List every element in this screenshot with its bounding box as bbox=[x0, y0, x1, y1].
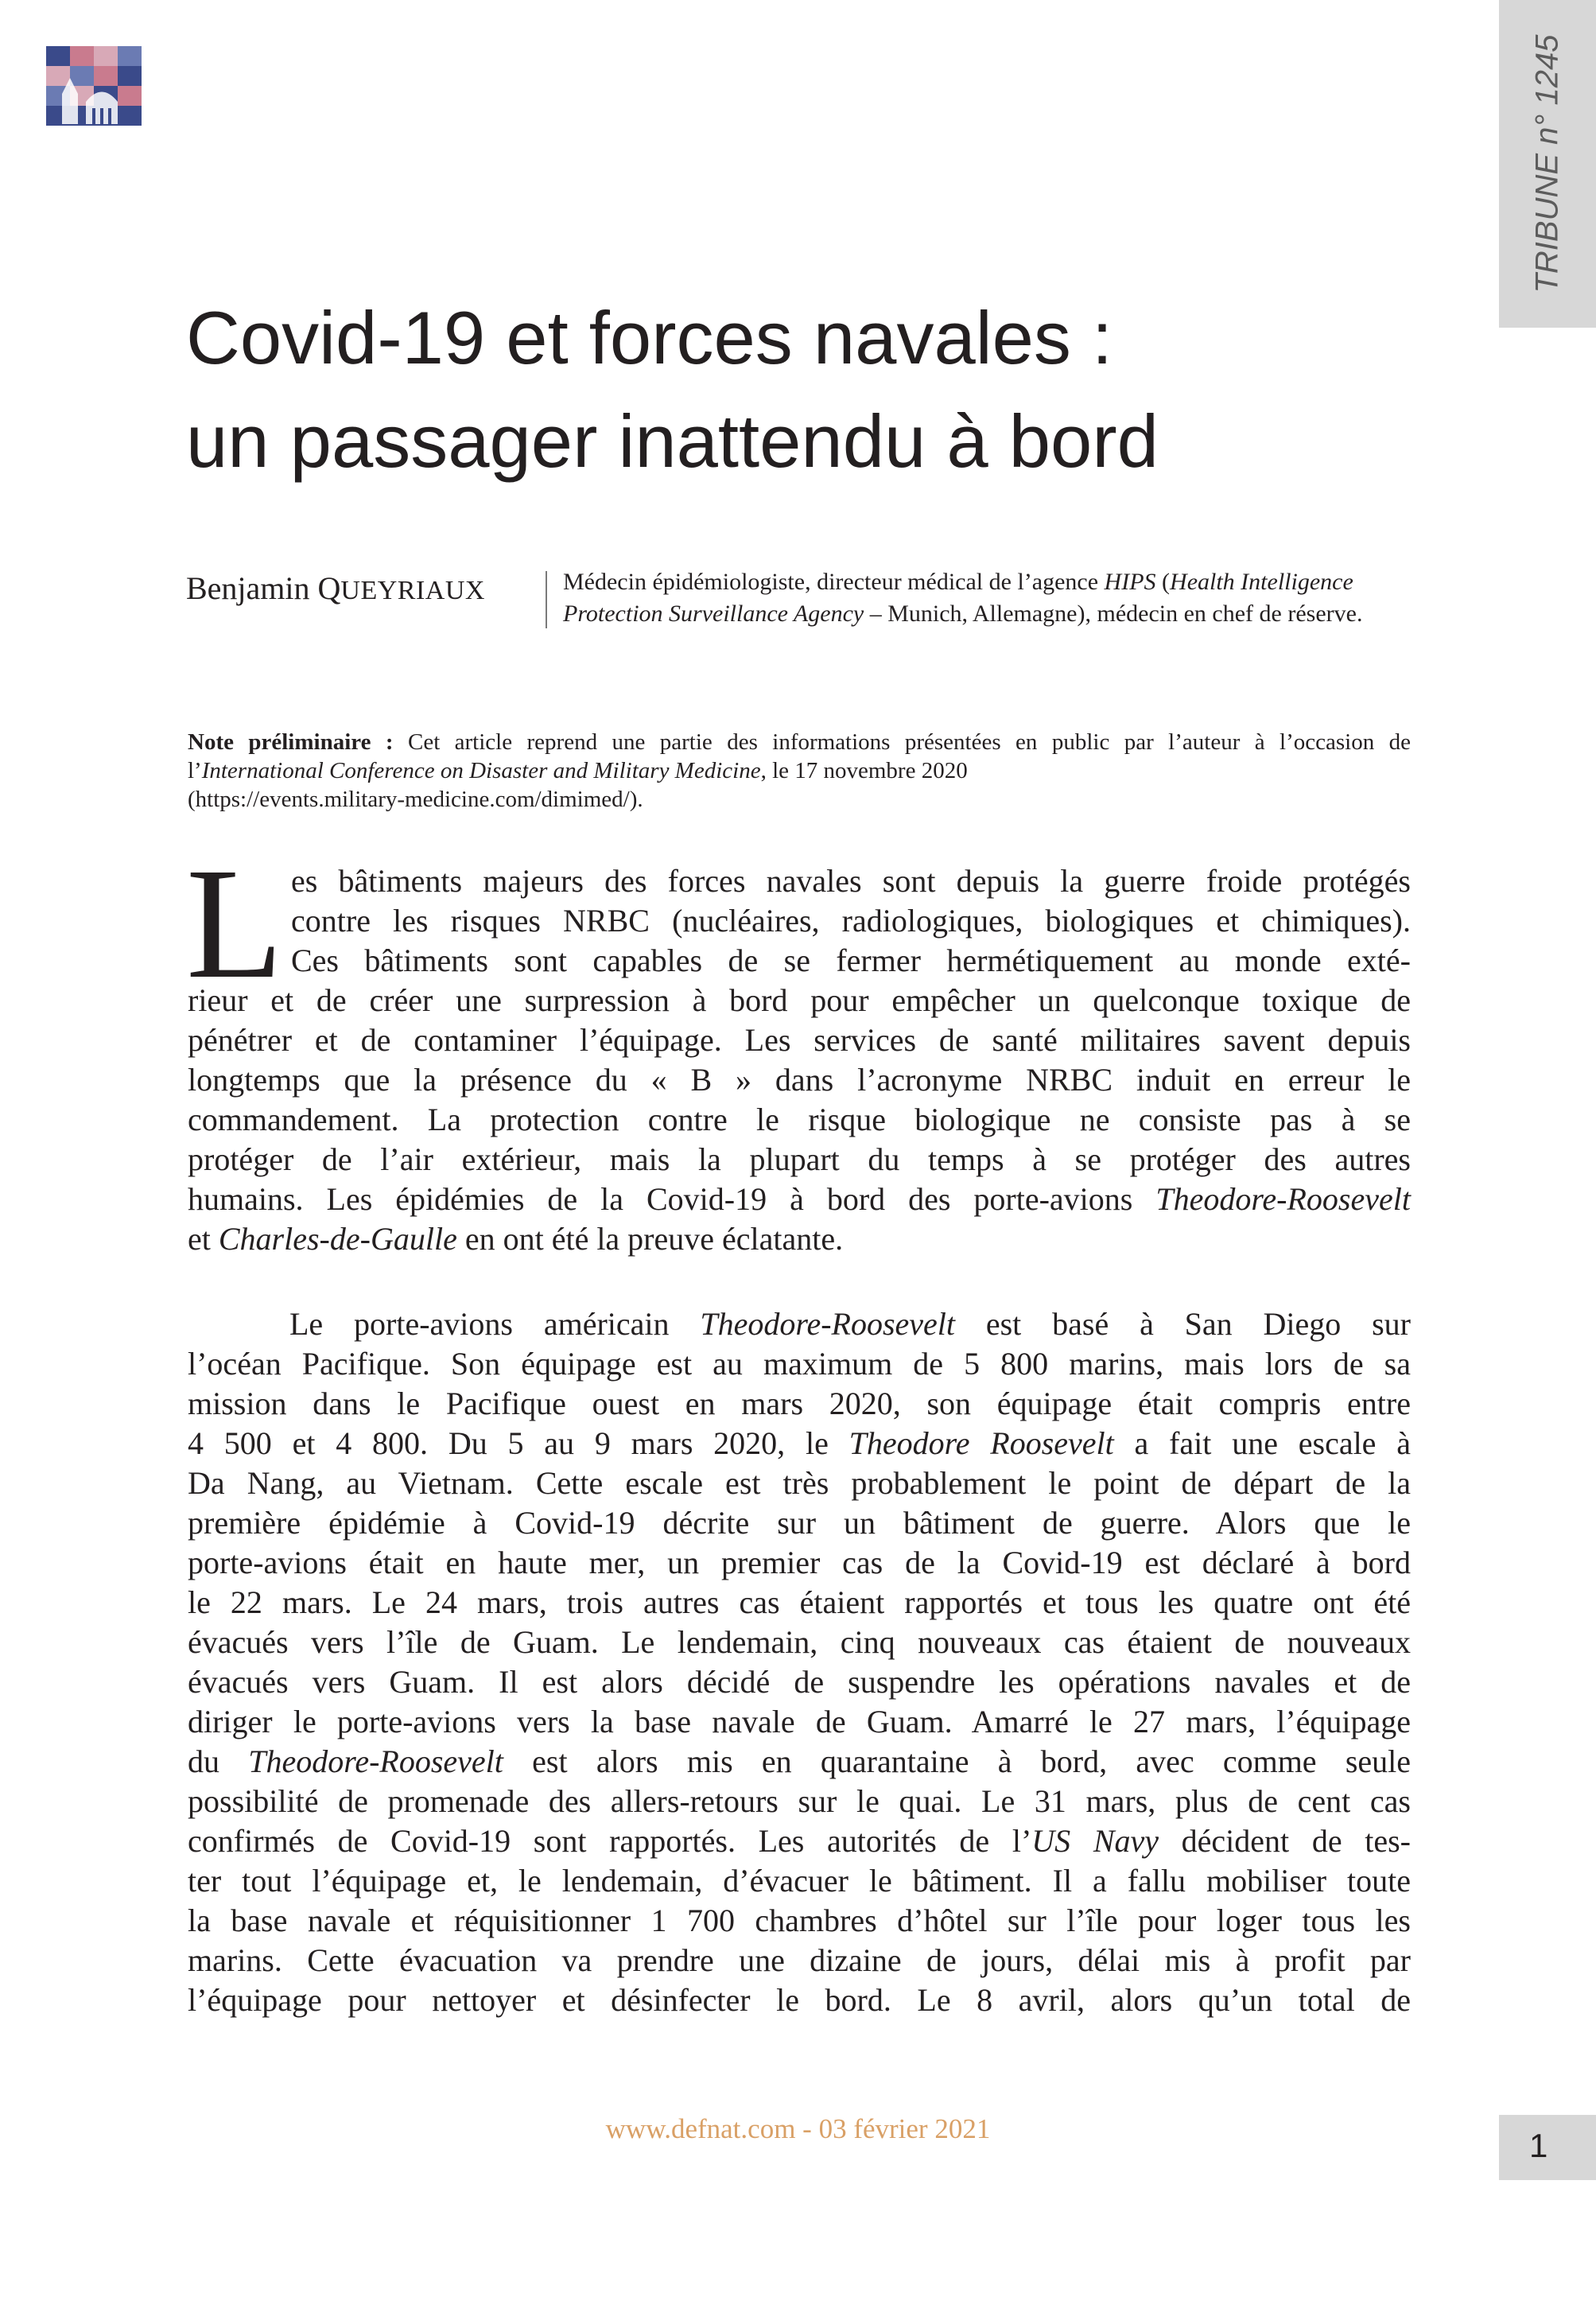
text-line: évacués vers Guam. Il est alors décidé de suspendre les opérations navales et de bbox=[188, 1664, 1411, 1700]
text-line: diriger le porte-avions vers la base navale de Guam. Amarré le 27 mars, l’équipage bbox=[188, 1704, 1411, 1739]
tribune-tab bbox=[1499, 0, 1596, 328]
text-line: protéger de l’air extérieur, mais la plupart du temps à se protéger des autres bbox=[188, 1141, 1411, 1177]
text-line: Le porte-avions américain Theodore-Roosevelt est basé à San Diego sur bbox=[289, 1306, 1412, 1342]
text-line: le 22 mars. Le 24 mars, trois autres cas étaient rapportés et tous les quatre ont été bbox=[188, 1584, 1411, 1620]
text-line: l’équipage pour nettoyer et désinfecter le bord. Le 8 avril, alors qu’un total de bbox=[188, 1982, 1411, 2018]
text-line: pénétrer et de contaminer l’équipage. Les services de santé militaires savent depuis bbox=[188, 1022, 1411, 1058]
text-line: possibilité de promenade des allers-retours sur le quai. Le 31 mars, plus de cent cas bbox=[188, 1783, 1411, 1819]
text-line: du Theodore-Roosevelt est alors mis en quarantaine à bord, avec comme seule bbox=[188, 1743, 1412, 1779]
page-title bbox=[186, 286, 1379, 493]
footer-site-date[interactable]: www.defnat.com - 03 février 2021 bbox=[605, 2113, 991, 2144]
author-name: Benjamin QUEYRIAUX bbox=[186, 570, 485, 606]
text-line: commandement. La protection contre le risque biologique ne consiste pas à se bbox=[188, 1102, 1411, 1137]
text-line: et Charles-de-Gaulle en ont été la preuve éclatante. bbox=[188, 1221, 844, 1257]
text-line: première épidémie à Covid-19 décrite sur un bâtiment de guerre. Alors que le bbox=[188, 1505, 1411, 1541]
text-line: confirmés de Covid-19 sont rapportés. Les autorités de l’US Navy décident de tes- bbox=[188, 1823, 1411, 1859]
text-line: Ces bâtiments sont capables de se fermer hermétiquement au monde exté- bbox=[291, 943, 1411, 978]
text-line: l’océan Pacifique. Son équipage est au maximum de 5 800 marins, mais lors de sa bbox=[188, 1346, 1411, 1382]
paragraph-1 bbox=[188, 861, 1411, 1259]
title-line-2: un passager inattendu à bord bbox=[186, 399, 1159, 483]
page-number-tab bbox=[1499, 2115, 1596, 2180]
text-line: 4 500 et 4 800. Du 5 au 9 mars 2020, le Theodore Roosevelt a fait une escale à bbox=[188, 1425, 1411, 1461]
author-separator bbox=[546, 571, 547, 628]
drop-cap: L bbox=[186, 836, 284, 1012]
text-line: rieur et de créer une surpression à bord pour empêcher un quelconque toxique de bbox=[188, 982, 1411, 1018]
text-line: évacués vers l’île de Guam. Le lendemain, cinq nouveaux cas étaient de nouveaux bbox=[188, 1624, 1411, 1660]
preliminary-note bbox=[188, 728, 1411, 814]
text-line: marins. Cette évacuation va prendre une dizaine de jours, délai mis à profit par bbox=[188, 1942, 1411, 1978]
text-line: longtemps que la présence du « B » dans l’acronyme NRBC induit en erreur le bbox=[188, 1062, 1411, 1098]
page-number: 1 bbox=[1529, 2127, 1548, 2164]
logo-graphic bbox=[46, 46, 142, 140]
text-line: ter tout l’équipage et, le lendemain, d’évacuer le bâtiment. Il a fallu mobiliser toute bbox=[188, 1863, 1411, 1899]
author-bio-line: Médecin épidémiologiste, directeur médical de l’agence HIPS (Health Intelligence bbox=[563, 569, 1353, 595]
defense-nationale-logo bbox=[46, 46, 142, 140]
text-line: es bâtiments majeurs des forces navales sont depuis la guerre froide protégés bbox=[291, 863, 1411, 899]
text-line: humains. Les épidémies de la Covid-19 à bord des porte-avions Theodore-Roosevelt bbox=[188, 1181, 1411, 1217]
text-line: Da Nang, au Vietnam. Cette escale est très probablement le point de départ de la bbox=[188, 1465, 1411, 1501]
note-line: Note préliminaire : Cet article reprend une partie des informations présentées en public par l’auteur à l’occasion de bbox=[188, 729, 1412, 755]
note-line: l’International Conference on Disaster and Military Medicine, le 17 novembre 2020 bbox=[188, 758, 968, 783]
author-bio bbox=[563, 566, 1422, 630]
paragraph-2 bbox=[188, 1304, 1411, 2020]
author-bio-line: Protection Surveillance Agency – Munich, Allemagne), médecin en chef de réserve. bbox=[563, 601, 1363, 627]
text-line: porte-avions était en haute mer, un premier cas de la Covid-19 est déclaré à bord bbox=[188, 1545, 1411, 1580]
note-link[interactable]: (https://events.military-medicine.com/dimimed/). bbox=[188, 787, 643, 812]
text-line: contre les risques NRBC (nucléaires, radiologiques, biologiques et chimiques). bbox=[291, 903, 1411, 939]
tribune-label: TRIBUNE n° 1245 bbox=[1529, 34, 1565, 293]
text-line: la base navale et réquisitionner 1 700 chambres d’hôtel sur l’île pour loger tous les bbox=[188, 1903, 1411, 1938]
text-line: mission dans le Pacifique ouest en mars 2020, son équipage était compris entre bbox=[188, 1386, 1411, 1421]
title-line-1: Covid-19 et forces navales : bbox=[186, 296, 1113, 379]
